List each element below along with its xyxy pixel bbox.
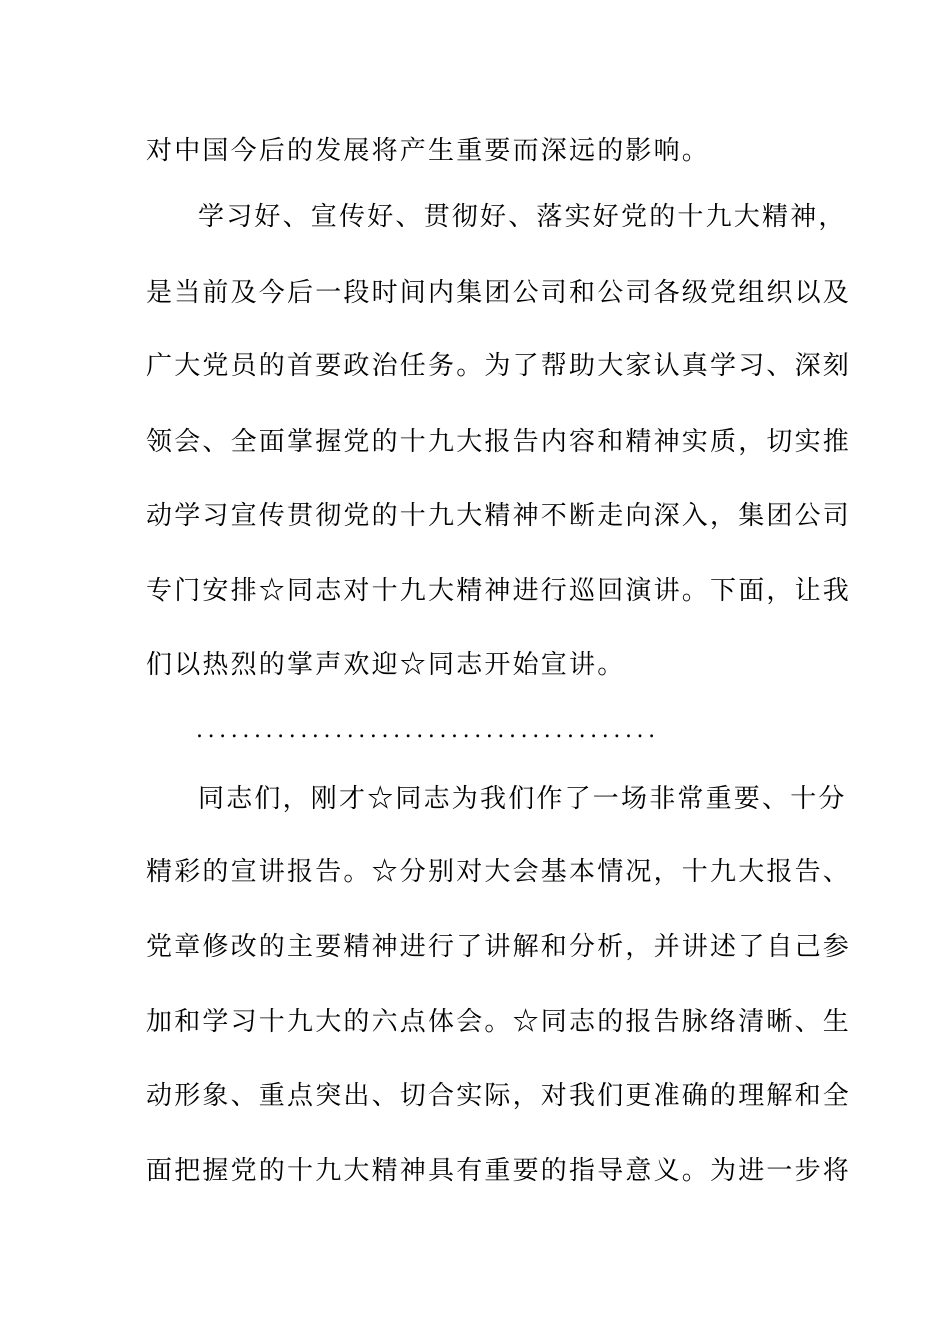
paragraph-line: 领会、全面掌握党的十九大报告内容和精神实质，切实推 bbox=[146, 427, 852, 457]
paragraph-line: 面把握党的十九大精神具有重要的指导意义。为进一步将 bbox=[146, 1156, 852, 1186]
paragraph-line: 动学习宣传贯彻党的十九大精神不断走向深入，集团公司 bbox=[146, 501, 852, 531]
paragraph-line: 专门安排☆同志对十九大精神进行巡回演讲。下面，让我 bbox=[146, 576, 852, 606]
section-separator: ........................................ bbox=[196, 718, 660, 743]
paragraph-line: 是当前及今后一段时间内集团公司和公司各级党组织以及 bbox=[146, 278, 852, 308]
paragraph-line: 精彩的宣讲报告。☆分别对大会基本情况，十九大报告、 bbox=[146, 857, 852, 887]
paragraph-line: 动形象、重点突出、切合实际，对我们更准确的理解和全 bbox=[146, 1081, 852, 1111]
paragraph-line: 对中国今后的发展将产生重要而深远的影响。 bbox=[146, 136, 711, 166]
paragraph-line: 党章修改的主要精神进行了讲解和分析，并讲述了自己参 bbox=[146, 932, 852, 962]
paragraph-line: 们以热烈的掌声欢迎☆同志开始宣讲。 bbox=[146, 650, 626, 680]
paragraph-line: 同志们，刚才☆同志为我们作了一场非常重要、十分 bbox=[198, 784, 847, 814]
paragraph-line: 广大党员的首要政治任务。为了帮助大家认真学习、深刻 bbox=[146, 351, 852, 381]
paragraph-line: 学习好、宣传好、贯彻好、落实好党的十九大精神， bbox=[198, 202, 847, 232]
paragraph-line: 加和学习十九大的六点体会。☆同志的报告脉络清晰、生 bbox=[146, 1007, 852, 1037]
